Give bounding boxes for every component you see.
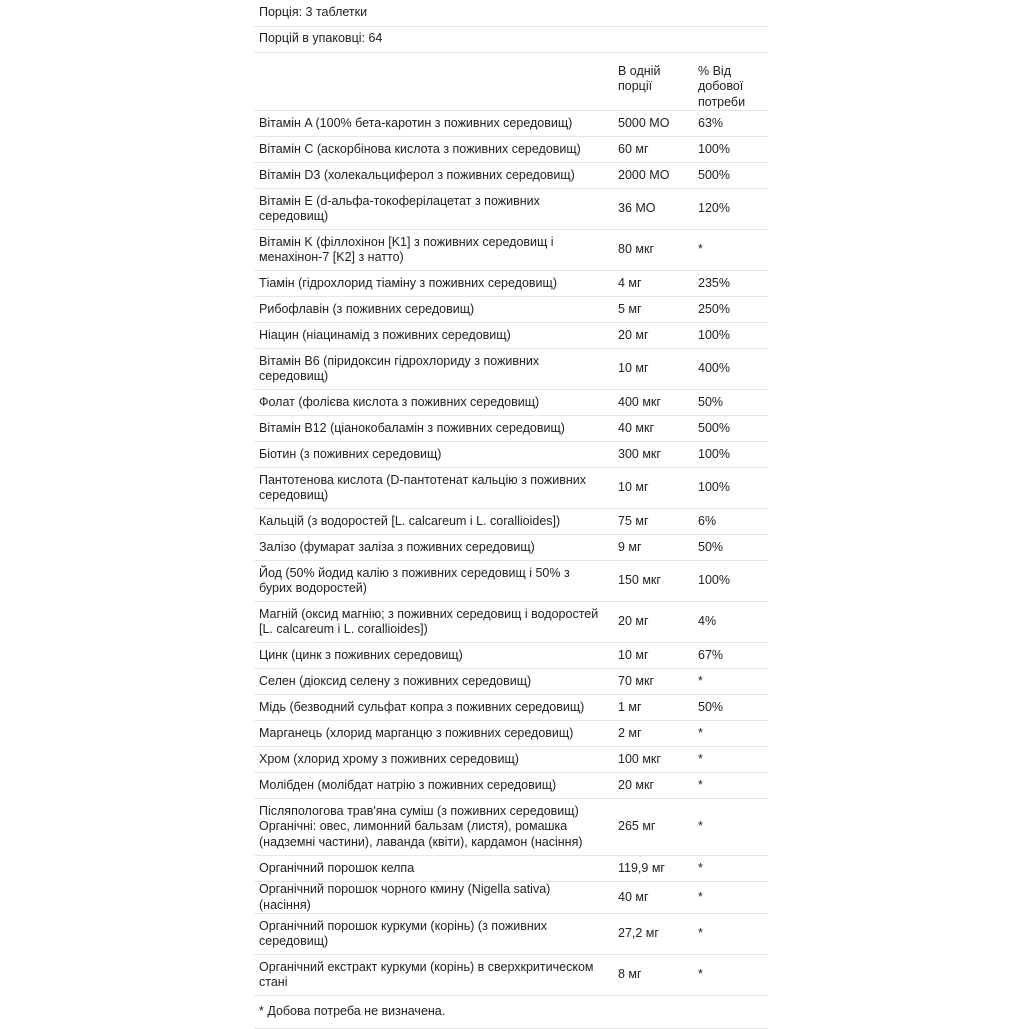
nutrient-daily-value: 250% (690, 297, 768, 323)
nutrient-daily-value: 100% (690, 561, 768, 602)
nutrient-row (254, 509, 768, 535)
nutrient-amount: 9 мг (613, 535, 690, 561)
nutrient-name: Органічний порошок келпа (254, 856, 613, 882)
nutrient-name: Магній (оксид магнію; з поживних середовищ і водоростей [L. calcareum і L. corallioides]) (254, 602, 613, 643)
nutrient-amount: 10 мг (613, 468, 690, 509)
nutrient-row (254, 721, 768, 747)
nutrient-daily-value: 500% (690, 163, 768, 189)
nutrient-row (254, 163, 768, 189)
nutrient-name: Пантотенова кислота (D-пантотенат кальцію з поживних середовищ) (254, 468, 613, 509)
nutrient-name: Біотин (з поживних середовищ) (254, 442, 613, 468)
nutrient-row (254, 643, 768, 669)
nutrient-daily-value: 235% (690, 271, 768, 297)
nutrient-daily-value: * (690, 747, 768, 773)
nutrient-row (254, 189, 768, 230)
nutrient-name: Мідь (безводний сульфат копра з поживних середовищ) (254, 695, 613, 721)
nutrient-daily-value: 100% (690, 323, 768, 349)
nutrient-row (254, 799, 768, 856)
supplement-facts-table (254, 0, 768, 1029)
nutrient-amount: 10 мг (613, 643, 690, 669)
nutrient-daily-value: * (690, 799, 768, 856)
nutrient-amount: 20 мкг (613, 773, 690, 799)
nutrient-daily-value: 50% (690, 535, 768, 561)
nutrient-row (254, 955, 768, 996)
serving-size: Порція: 3 таблетки (254, 0, 768, 26)
nutrient-daily-value: 400% (690, 349, 768, 390)
nutrient-name: Кальцій (з водоростей [L. calcareum і L. corallioides]) (254, 509, 613, 535)
nutrient-daily-value: 6% (690, 509, 768, 535)
nutrient-name: Вітамін E (d-альфа-токоферілацетат з поживних середовищ) (254, 189, 613, 230)
nutrient-amount: 80 мкг (613, 230, 690, 271)
nutrient-daily-value: 100% (690, 442, 768, 468)
nutrient-daily-value: 120% (690, 189, 768, 230)
nutrient-amount: 27,2 мг (613, 914, 690, 955)
nutrient-row (254, 669, 768, 695)
nutrient-amount: 8 мг (613, 955, 690, 996)
nutrient-name: Ніацин (ніацинамід з поживних середовищ) (254, 323, 613, 349)
nutrient-amount: 150 мкг (613, 561, 690, 602)
servings-per-container: Порцій в упаковці: 64 (254, 26, 768, 52)
nutrient-amount: 4 мг (613, 271, 690, 297)
nutrient-name: Післяпологова трав'яна суміш (з поживних середовищ) Органічні: овес, лимонний бальзам (листя), ромашка (надземні частини), лаванда (квіти), кардамон (насіння) (254, 799, 613, 856)
nutrient-name: Органічний порошок куркуми (корінь) (з поживних середовищ) (254, 914, 613, 955)
nutrient-daily-value: 100% (690, 137, 768, 163)
serving-size-row (254, 0, 768, 26)
nutrient-amount: 70 мкг (613, 669, 690, 695)
nutrient-row (254, 773, 768, 799)
nutrient-name: Тіамін (гідрохлорид тіаміну з поживних середовищ) (254, 271, 613, 297)
nutrient-amount: 10 мг (613, 349, 690, 390)
nutrient-daily-value: 4% (690, 602, 768, 643)
nutrient-amount: 265 мг (613, 799, 690, 856)
nutrient-row (254, 882, 768, 914)
nutrient-amount: 5000 МО (613, 111, 690, 137)
nutrient-amount: 75 мг (613, 509, 690, 535)
nutrient-name: Органічний екстракт куркуми (корінь) в сверхкритическом стані (254, 955, 613, 996)
nutrient-name: Фолат (фолієва кислота з поживних середовищ) (254, 390, 613, 416)
nutrient-row (254, 535, 768, 561)
nutrient-name: Марганець (хлорид марганцю з поживних середовищ) (254, 721, 613, 747)
nutrient-daily-value: 500% (690, 416, 768, 442)
nutrient-daily-value: * (690, 856, 768, 882)
nutrient-row (254, 468, 768, 509)
nutrient-name: Вітамін B6 (піридоксин гідрохлориду з поживних середовищ) (254, 349, 613, 390)
nutrient-amount: 20 мг (613, 323, 690, 349)
header-name-cell (254, 52, 613, 111)
nutrient-row (254, 561, 768, 602)
nutrient-amount: 2 мг (613, 721, 690, 747)
nutrient-daily-value: 100% (690, 468, 768, 509)
nutrient-amount: 40 мкг (613, 416, 690, 442)
nutrient-name: Вітамін B12 (ціанокобаламін з поживних середовищ) (254, 416, 613, 442)
nutrient-name: Залізо (фумарат заліза з поживних середовищ) (254, 535, 613, 561)
nutrient-daily-value: * (690, 955, 768, 996)
nutrient-amount: 300 мкг (613, 442, 690, 468)
nutrient-row (254, 111, 768, 137)
header-amount-per-serving: В одній порції (613, 52, 690, 111)
nutrient-name: Вітамін D3 (холекальциферол з поживних середовищ) (254, 163, 613, 189)
nutrient-row (254, 747, 768, 773)
nutrient-amount: 20 мг (613, 602, 690, 643)
nutrient-row (254, 856, 768, 882)
nutrient-daily-value: 50% (690, 695, 768, 721)
nutrient-row (254, 914, 768, 955)
nutrient-name: Вітамін K (філлохінон [K1] з поживних середовищ і менахінон-7 [K2] з натто) (254, 230, 613, 271)
nutrient-daily-value: * (690, 721, 768, 747)
nutrient-daily-value: * (690, 773, 768, 799)
nutrient-row (254, 390, 768, 416)
nutrient-row (254, 271, 768, 297)
nutrient-name: Цинк (цинк з поживних середовищ) (254, 643, 613, 669)
nutrient-daily-value: * (690, 230, 768, 271)
nutrient-row (254, 137, 768, 163)
nutrient-daily-value: * (690, 669, 768, 695)
nutrient-amount: 1 мг (613, 695, 690, 721)
nutrient-row (254, 323, 768, 349)
nutrient-name: Вітамін C (аскорбінова кислота з поживних середовищ) (254, 137, 613, 163)
nutrient-amount: 400 мкг (613, 390, 690, 416)
nutrient-name: Йод (50% йодид калію з поживних середовищ і 50% з бурих водоростей) (254, 561, 613, 602)
nutrient-row (254, 602, 768, 643)
nutrient-daily-value: 50% (690, 390, 768, 416)
header-daily-value: % Від добової потреби (690, 52, 768, 111)
nutrient-row (254, 695, 768, 721)
nutrient-name: Молібден (молібдат натрію з поживних середовищ) (254, 773, 613, 799)
nutrient-daily-value: * (690, 914, 768, 955)
nutrient-amount: 2000 МО (613, 163, 690, 189)
nutrient-row (254, 297, 768, 323)
nutrient-name: Хром (хлорид хрому з поживних середовищ) (254, 747, 613, 773)
nutrient-name: Органічний порошок чорного кмину (Nigella sativa) (насіння) (254, 882, 613, 914)
nutrient-row (254, 349, 768, 390)
nutrient-name: Рибофлавін (з поживних середовищ) (254, 297, 613, 323)
servings-per-container-row (254, 26, 768, 52)
nutrient-daily-value: 67% (690, 643, 768, 669)
nutrient-amount: 60 мг (613, 137, 690, 163)
nutrient-daily-value: * (690, 882, 768, 914)
footnote: * Добова потреба не визначена. (254, 996, 768, 1029)
nutrient-amount: 40 мг (613, 882, 690, 914)
nutrient-amount: 100 мкг (613, 747, 690, 773)
nutrient-row (254, 442, 768, 468)
column-header-row (254, 52, 768, 111)
nutrient-amount: 36 МО (613, 189, 690, 230)
nutrient-row (254, 416, 768, 442)
nutrient-name: Селен (діоксид селену з поживних середовищ) (254, 669, 613, 695)
nutrient-amount: 119,9 мг (613, 856, 690, 882)
nutrient-row (254, 230, 768, 271)
nutrient-amount: 5 мг (613, 297, 690, 323)
nutrient-name: Вітамін A (100% бета-каротин з поживних середовищ) (254, 111, 613, 137)
nutrient-daily-value: 63% (690, 111, 768, 137)
